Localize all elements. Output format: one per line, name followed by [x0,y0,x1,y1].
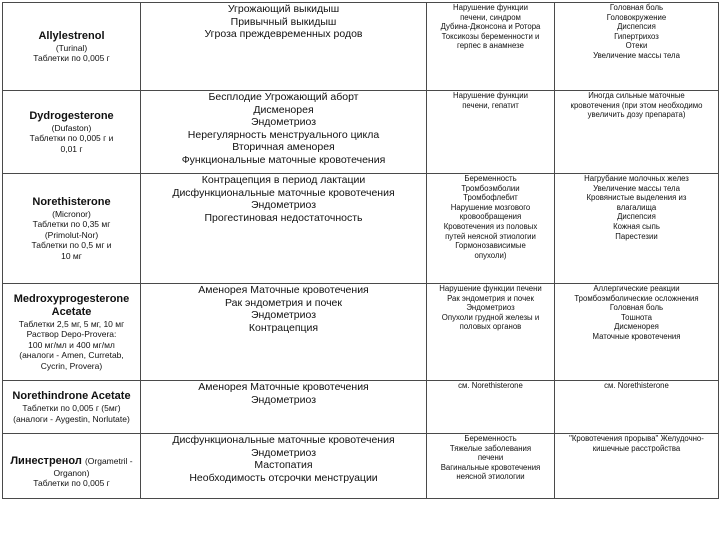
table-body [3,3,719,499]
drug-desc-line: Таблетки 2,5 мг, 5 мг, 10 мг [18,318,125,329]
contraindication-line: кровообращения [459,212,522,222]
drug-desc-line: Таблетки по 0,005 г (5мг) [22,403,121,413]
drug-desc-line: Таблетки по 0,35 мг [32,219,111,230]
contraindication-line: Нарушение функции [453,91,528,100]
drug-desc-line: (Micronor) [52,208,91,219]
indication-line: Вторичная аменорея [232,141,335,153]
contraindications-cell [427,434,555,499]
side-effects-cell [555,3,719,91]
drug-name-text: Dydrogesterone [29,109,114,122]
drug-desc-line: 0,01 г [60,143,83,154]
contraindication-line: Рак эндометрия и почек [447,293,534,303]
contraindication-line: опухоли) [474,250,507,260]
indication-line: Рак эндометрия и почек [225,296,342,309]
drug-desc-line: Раствор Depo-Provera: [26,329,117,340]
drug-name-text: Norethisterone [32,195,111,208]
indication-line: Дисменорея [253,103,314,116]
side-effect-line: кишечные расстройства [592,443,681,453]
drug-desc-line: (аналоги - Aygestin, Norlutate) [13,413,130,424]
side-effect-line: влагалища [616,202,657,212]
indication-line: Нерегулярность менструального цикла [187,128,380,141]
drug-desc-line: (Turinal) [55,42,88,53]
drug-cell [3,284,141,381]
side-effect-line: Головная боль [609,3,664,12]
table-row [3,3,719,91]
contraindication-line: Беременность [464,174,517,183]
drug-desc-line: (Dufaston) [51,122,92,133]
contraindication-line: Токсикозы беременности и [441,31,540,41]
table-row [3,91,719,174]
side-effect-line: Тошнота [620,312,653,322]
indication-line: Мастопатия [254,459,313,471]
drug-desc-line: Organon) [53,467,90,478]
drug-desc-line: Таблетки по 0,005 г [33,478,110,488]
drug-name [4,110,139,123]
contraindications-cell [427,3,555,91]
side-effect-line: увеличить дозу препарата) [587,110,686,120]
indication-line: Привычный выкидыш [230,15,337,28]
contraindication-line: Нарушение мозгового [450,202,531,212]
side-effect-line: Парестезии [615,231,658,241]
side-effect-line: Кровянистые выделения из [586,193,687,203]
side-effect-line: Головокружение [606,12,667,22]
table-row [3,284,719,381]
table-row [3,434,719,499]
drug-desc-line: Таблетки по 0,005 г и [29,133,114,144]
indication-line: Дисфункциональные маточные кровотечения [172,434,395,446]
drug-name-aside: (Orgametril - [84,455,133,466]
side-effect-line: Иногда сильные маточные [588,91,685,100]
contraindication-line: путей неясной этиологии [445,231,536,241]
contraindication-line: Гормонозависимые [455,241,526,251]
drug-name [4,30,139,43]
indication-line: Аменорея Маточные кровотечения [198,284,369,296]
contraindication-line: Нарушение функции [453,3,528,12]
drug-name-text: Norethindrone Acetate [12,390,131,402]
drug-desc-line: 100 мг/мл и 400 мг/мл [28,339,115,350]
table-row [3,381,719,434]
indications-cell [141,91,427,174]
contraindications-cell [427,381,555,434]
indication-line: Угроза преждевременных родов [204,28,363,40]
drug-cell [3,174,141,284]
contraindication-line: печени, синдром [460,12,521,22]
contraindication-line: герпес в анамнезе [457,41,524,51]
contraindications-cell [427,284,555,381]
indication-line: Необходимость отсрочки менструации [189,471,378,484]
contraindications-cell [427,174,555,284]
side-effects-cell [555,434,719,499]
indications-cell [141,3,427,91]
side-effect-line: Отеки [625,41,648,51]
side-effect-line: см. Norethisterone [604,381,669,390]
indication-line: Контрацепция в период лактации [201,174,366,186]
table-row [3,174,719,284]
side-effect-line: Диспепсия [617,22,656,32]
indication-line: Эндометриоз [250,446,317,459]
drug-desc-line: Таблетки по 0,5 мг и [31,240,112,251]
side-effects-cell [555,284,719,381]
indication-line: Эндометриоз [250,393,317,406]
contraindication-line: неясной этиологии [456,472,525,482]
side-effects-cell [555,91,719,174]
drug-name-text: Allylestrenol [38,29,105,42]
indication-line: Эндометриоз [250,199,317,211]
contraindication-line: половых органов [459,322,522,332]
contraindication-line: Опухоли грудной железы и [441,312,540,322]
indication-line: Функциональные маточные кровотечения [181,153,386,166]
side-effect-line: Увеличение массы тела [593,183,680,193]
drug-table [2,2,719,499]
indications-cell [141,174,427,284]
indication-line: Эндометриоз [250,309,317,321]
contraindication-line: Кровотечения из половых [443,221,538,231]
side-effect-line: Аллергические реакции [593,284,680,293]
indication-line: Дисфункциональные маточные кровотечения [172,186,395,199]
indication-line: Аменорея Маточные кровотечения [198,381,369,393]
side-effect-line: Дисменорея [614,322,659,332]
side-effect-line: Гипертрихоз [614,31,659,41]
drug-desc-line: Таблетки по 0,005 г [33,53,110,63]
side-effect-line: Маточные кровотечения [592,331,681,341]
drug-cell [3,381,141,434]
indication-line: Бесплодие Угрожающий аборт [208,91,359,103]
side-effect-line: Нагрубание молочных желез [584,174,689,183]
indications-cell [141,284,427,381]
contraindication-line: Нарушение функции печени [439,284,542,293]
drug-cell [3,434,141,499]
drug-name [4,196,139,209]
contraindication-line: печени [477,453,504,463]
side-effect-line: Тромбоэмболические осложнения [574,293,699,303]
contraindication-line: Тромбоэмболии [461,183,520,193]
side-effect-line: Увеличение массы тела [593,50,680,60]
drug-name [4,390,139,403]
contraindication-line: Беременность [464,434,517,443]
side-effects-cell [555,174,719,284]
drug-name-text: Линестренол [10,454,82,467]
side-effect-line: Кожная сыпь [613,221,660,231]
drug-desc-line: (аналоги - Amen, Curretab, [19,350,124,361]
drug-name [4,455,139,468]
contraindications-cell [427,91,555,174]
indications-cell [141,434,427,499]
contraindication-line: печени, гепатит [462,100,519,110]
side-effect-line: "Кровотечения прорыва" Желудочно- [569,434,704,443]
indications-cell [141,381,427,434]
side-effect-line: Головная боль [609,303,664,313]
drug-desc-line: (Primolut-Nor) [44,229,99,240]
drug-cell [3,91,141,174]
side-effect-line: Диспепсия [617,212,656,222]
drug-desc-line: Cycrin, Provera) [40,360,103,371]
contraindication-line: см. Norethisterone [458,381,523,390]
indication-line: Контрацепция [248,321,319,334]
indication-line: Угрожающий выкидыш [227,3,340,15]
drug-name-text: Medroxyprogesterone Acetate [13,292,130,318]
side-effect-line: кровотечения (при этом необходимо [570,100,703,110]
drug-desc-line: 10 мг [61,250,82,261]
contraindication-line: Эндометриоз [466,303,515,313]
indication-line: Прогестиновая недостаточность [204,211,363,224]
drug-name [4,293,139,319]
contraindication-line: Тяжелые заболевания [449,443,532,453]
contraindication-line: Тромбофлебит [463,193,518,203]
drug-cell [3,3,141,91]
contraindication-line: Вагинальные кровотечения [440,462,541,472]
indication-line: Эндометриоз [250,116,317,128]
contraindication-line: Дубина-Джонсона и Ротора [440,22,541,32]
side-effects-cell [555,381,719,434]
